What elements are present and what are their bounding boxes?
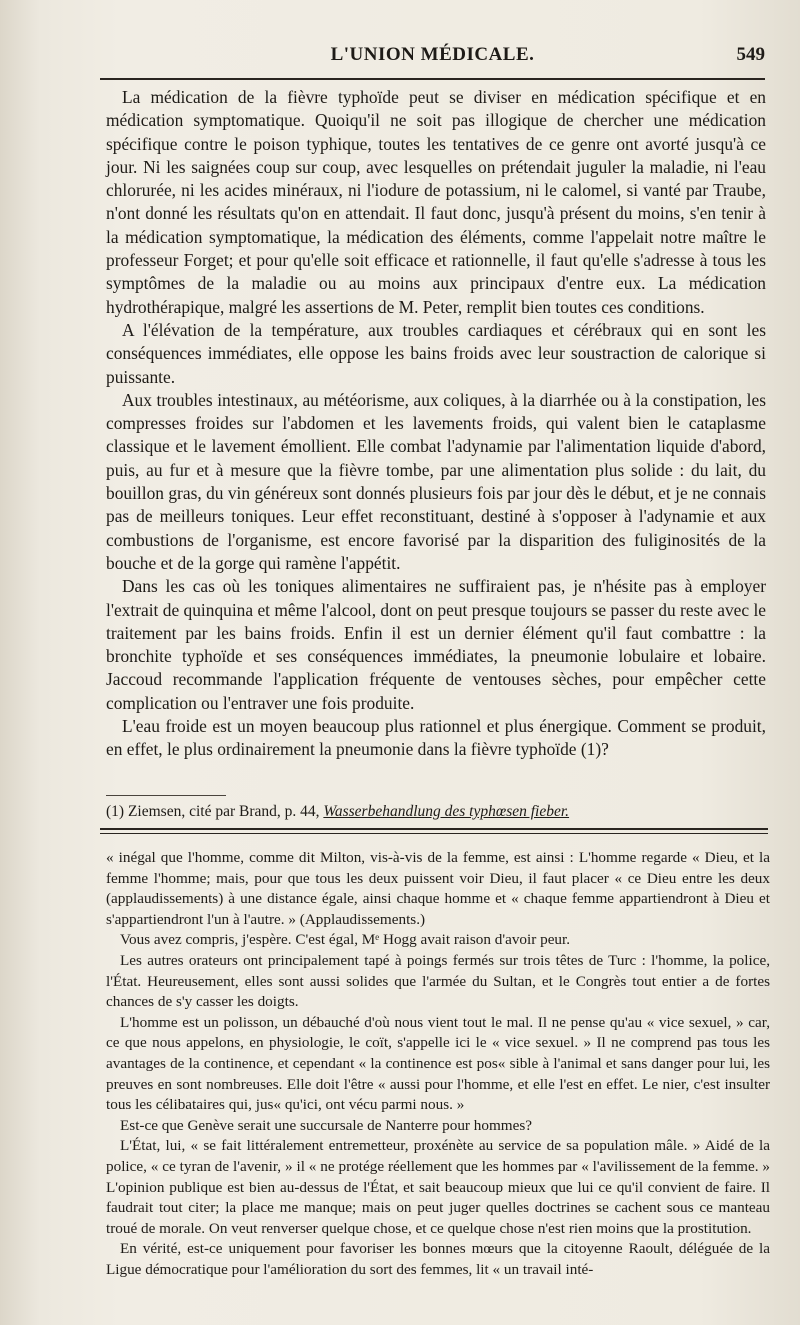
quote-paragraph: « inégal que l'homme, comme dit Milton, vis-à-vis de la femme, est ainsi : L'homme regarde « Dieu, et la femme l'homme; mais, pour que tous les deux puissent voir Dieu, il faut placer « ce Dieu entre les deux (applaudissements) à une distance égale, ainsi chaque homme et « chaque femme appartiendront à Dieu et s'appartiendront l'un à l'autre. » (Applaudissements.) [106, 849, 770, 928]
footnote-rule [106, 795, 226, 796]
paragraph: L'eau froide est un moyen beaucoup plus rationnel et plus énergique. Comment se produit, en effet, le plus ordinairement la pneumonie dans la fièvre typhoïde (1)? [106, 716, 766, 760]
paragraph: En vérité, est-ce uniquement pour favoriser les bonnes mœurs que la citoyenne Raoult, déléguée de la Ligue démocratique pour l'amélioration du sort des femmes, lit « un travail inté- [106, 1240, 770, 1278]
page-number: 549 [736, 44, 765, 65]
paragraph: A l'élévation de la température, aux troubles cardiaques et cérébraux qui en sont les conséquences immédiates, elle oppose les bains froids avec leur soustraction de calorique si puissante. [106, 319, 766, 387]
paragraph: Aux troubles intestinaux, au météorisme, aux coliques, à la diarrhée ou à la constipation, les compresses froides sur l'abdomen et les lavements froids, qui valent bien le cataplasme classique et le lavement émollient. Elle combat l'adynamie par l'alimentation liquide d'abord, puis, au fur et à mesure que la fièvre tombe, par une alimentation plus solide : du lait, du bouillon gras, du vin généreux sont donnés plusieurs fois par jour dès le début, et je ne connais pas de meilleurs toniques. Leur effet reconstituant, destiné à s'opposer à l'adynamie et aux combustions de l'organisme, est encore favorisé par la disparition des fuliginosités de la bouche et de la gorge qui ramène l'appétit. [106, 389, 766, 573]
paragraph: Dans les cas où les toniques alimentaires ne suffiraient pas, je n'hésite pas à employer l'extrait de quinquina et même l'alcool, dont on peut presque toujours se passer du reste avec le traitement par les bains froids. Enfin il est un dernier élément qu'il faut combattre : la bronchite typhoïde et ses conséquences immédiates, la pneumonie lobulaire et lobaire. Jaccoud recommande l'application fréquente de ventouses sèches, pour empêcher cette complication ou l'entraver une fois produite. [106, 576, 766, 713]
footnote-text: (1) Ziemsen, cité par Brand, p. 44, [106, 803, 324, 820]
header-rule [100, 78, 765, 80]
main-text [106, 86, 766, 762]
journal-title: L'UNION MÉDICALE. [330, 44, 535, 65]
paragraph: Vous avez compris, j'espère. C'est égal, Mᵉ Hogg avait raison d'avoir peur. [120, 931, 571, 949]
paragraph: Est-ce que Genève serait une succursale de Nanterre pour hommes? [120, 1116, 532, 1134]
page-header [100, 40, 765, 70]
paragraph: L'État, lui, « se fait littéralement entremetteur, proxénète au service de sa population mâle. » Aidé de la police, « ce tyran de l'avenir, » il « ne protége réellement que les hommes par « l'avilissement de la femme. » L'opinion publique est bien au-dessus de l'État, et sait beaucoup mieux que lui ce qu'il convient de faire. Il faudrait tout citer; la place me manque; mais on peut juger quelles doctrines se cachent sous ce manteau troué de morale. On veut renverser quelque chose, et ce quelque chose n'est rien moins que la prostitution. [106, 1137, 770, 1237]
paragraph: Les autres orateurs ont principalement tapé à poings fermés sur trois têtes de Turc : l'homme, la police, l'État. Heureusement, elles sont aussi solides que l'armée du Sultan, et le Congrès tout entier a de fortes chances de s'y casser les doigts. [106, 951, 770, 1011]
footnote-title: Wasserbehandlung des typhœsen fieber. [323, 803, 570, 820]
paragraph: La médication de la fièvre typhoïde peut se diviser en médication spécifique et en médication symptomatique. Quoiqu'il ne soit pas illogique de chercher une médication spécifique contre le poison typhique, toutes les tentatives de ce genre ont avorté jusqu'à ce jour. Ni les saignées coup sur coup, avec lesquelles on prétendait juguler la maladie, ni l'eau chlorurée, ni les acides minéraux, ni l'iodure de potassium, ni le calomel, si vanté par Traube, n'ont donné les résultats qu'on en attendait. Il faut donc, jusqu'à présent du moins, s'en tenir à la médication symptomatique, la médication des éléments, comme l'appelait notre maître le professeur Forget; et pour qu'elle soit efficace et rationnelle, il faut qu'elle s'adresse à tous les symptômes de la maladie ou au moins aux principaux d'entre eux. La médication hydrothérapique, malgré les assertions de M. Peter, remplit bien toutes ces conditions. [106, 87, 766, 317]
footnote [106, 802, 766, 822]
feuilleton-text [106, 848, 770, 1280]
paragraph: L'homme est un polisson, un débauché d'où nous vient tout le mal. Il ne pense qu'au « vice sexuel, » car, ce que nous appelons, en physiologie, le coït, s'appelle ici le « vice sexuel. » Il ne comprend pas tous les avantages de la continence, et cependant « la continence est pos« sible à l'animal et sans danger pour lui, les preuves en sont nombreuses. Elle doit l'être « aussi pour l'homme, et elle l'est en effet. Le nier, c'est insulter tous les célibataires qui, jus« qu'ici, ont vécu parmi nous. » [106, 1013, 770, 1114]
section-separator-thin [100, 833, 768, 834]
section-separator [100, 828, 768, 830]
